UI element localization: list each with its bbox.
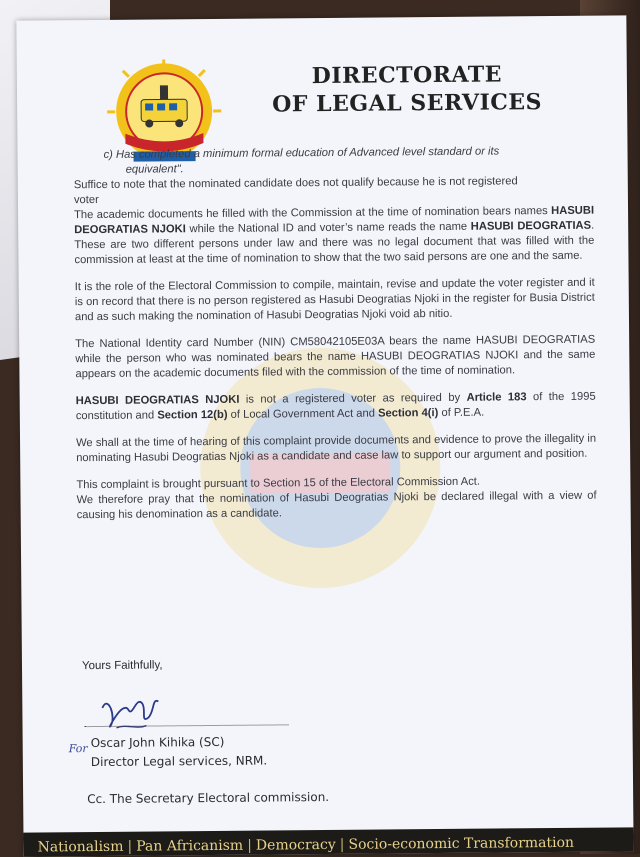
title-line-2: OF LEGAL SERVICES	[247, 88, 567, 119]
for-note: For	[69, 742, 88, 755]
item-c-line-1: c) Has completed a minimum formal education of Advanced level standard or its	[73, 144, 593, 164]
p2-text-a: The academic documents he filled with the Commission at the time of nomination bears names	[74, 205, 551, 221]
p5-text-d: of the 1995 constitution and	[76, 391, 596, 423]
p5-bold-section: Section 12(b)	[157, 409, 227, 422]
footer-item-1: Nationalism	[38, 839, 124, 856]
paragraph-complaint: This complaint is brought pursuant to Section 15 of the Electoral Commission Act.	[76, 474, 596, 494]
p5-text-b: is not a registered voter as required by	[239, 392, 466, 406]
footer-item-4: Socio-economic Transformation	[348, 835, 574, 853]
paragraph-electoral-role: It is the role of the Electoral Commission to compile, maintain, revise and update the voter register and it is on record that there is no person registered as Hasubi Deogratias Njoki in the register for Busia District and as such making the nomination of Hasubi Deogratias Njoki void ab nitio.	[75, 276, 595, 326]
p5-bold-section-2: Section 4(i)	[378, 407, 438, 420]
paragraph-hearing: We shall at the time of hearing of this complaint provide documents and evidence to prove the illegality in nominating Hasubi Deogratias Njoki as a candidate and case law to support our argument and position.	[76, 432, 596, 467]
p5-bold-name: HASUBI DEOGRATIAS NJOKI	[76, 394, 240, 407]
letter-body	[73, 144, 596, 524]
footer-sep-1: |	[123, 839, 136, 855]
page-title	[247, 60, 567, 119]
paragraph-pray: We therefore pray that the nomination of Hasubi Deogratias Njoki be declared illegal with a view of causing his denomination as a candidate.	[76, 489, 596, 524]
paragraph-nin: The National Identity card Number (NIN) CM58042105E03A bears the name HASUBI DEOGRATIAS while the person who was nominated bears the name HASUBI DEOGRATIAS NJOKI and the same appears on the academic documents filed with the commission of the time of nomination.	[75, 333, 595, 383]
p5-text-h: of P.E.A.	[438, 407, 484, 419]
paragraph-not-registered	[76, 390, 596, 425]
p5-text-f: of Local Government Act and	[227, 408, 378, 421]
title-line-1: DIRECTORATE	[247, 60, 567, 91]
p2-bold-name: HASUBI DEOGRATIAS NJOKI	[74, 205, 594, 237]
paragraph-academic-docs	[74, 204, 595, 269]
footer-sep-2: |	[243, 838, 256, 854]
salutation: Yours Faithfully,	[82, 658, 382, 673]
cc-line: Cc. The Secretary Electoral commission.	[87, 790, 329, 806]
paragraph-qualify-1: Suffice to note that the nominated candidate does not qualify because he is not registered	[74, 174, 594, 194]
footer-item-2: Pan Africanism	[136, 838, 243, 855]
footer-motto-bar	[23, 827, 633, 856]
signature-icon	[96, 687, 166, 736]
p2-bold-name-2: HASUBI DEOGRATIAS	[471, 220, 591, 233]
p5-bold-article: Article 183	[467, 391, 527, 404]
signer-title: Director Legal services, NRM.	[91, 754, 267, 770]
footer-item-3: Democracy	[256, 837, 336, 854]
footer-sep-3: |	[336, 837, 349, 853]
paragraph-qualify-2: voter	[74, 189, 594, 209]
item-c-line-2: equivalent".	[74, 159, 594, 179]
p2-text-e: . These are two different persons under law and there was no legal document that was filled with the commission at least at the time of nomination to show that the two said persons are one and the same.	[74, 220, 594, 267]
letter-page	[16, 15, 633, 856]
p2-text-c: while the National ID and voter’s name reads the name	[186, 221, 471, 235]
signer-name: Oscar John Kihika (SC)	[91, 735, 225, 750]
